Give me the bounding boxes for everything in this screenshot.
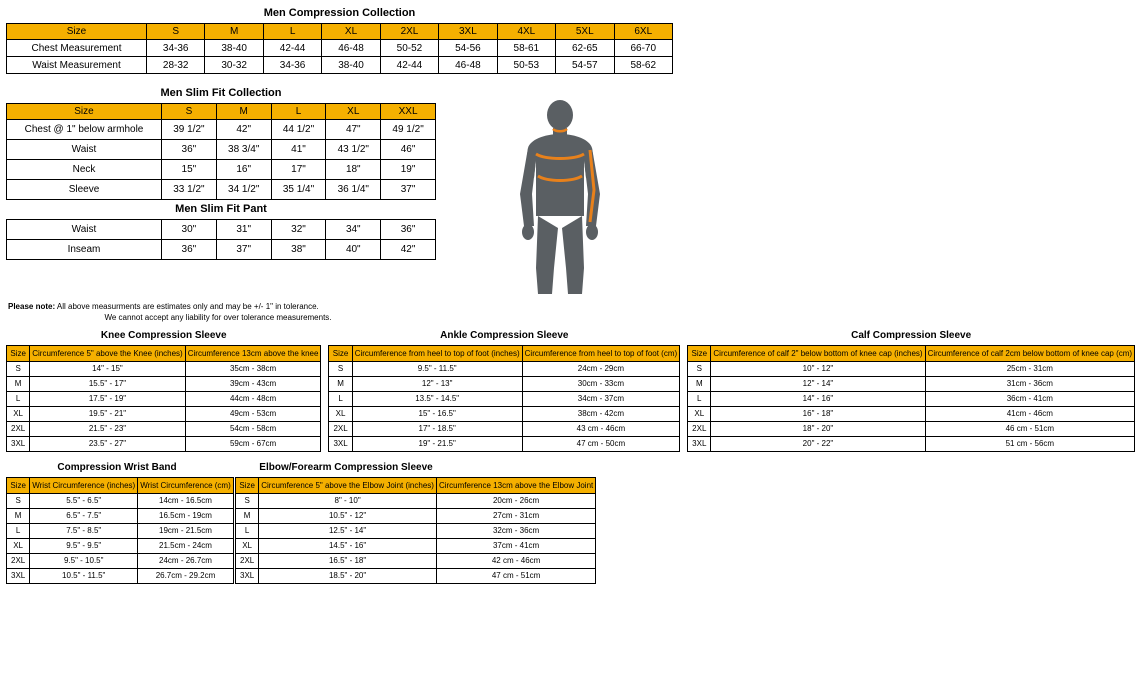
row-label: Waist — [7, 220, 162, 240]
table-row — [688, 406, 1135, 421]
table-row — [7, 508, 234, 523]
column-header: Size — [7, 24, 147, 40]
cell: 20cm - 26cm — [436, 493, 595, 508]
cell: 51 cm - 56cm — [925, 436, 1135, 451]
cell: 34-36 — [147, 40, 205, 57]
cell: 40" — [326, 240, 381, 260]
cell: 14.5" - 16" — [259, 538, 437, 553]
column-header: Size — [329, 345, 352, 361]
table-header-row — [236, 477, 596, 493]
wrist-band-table — [6, 477, 234, 584]
table-row — [7, 538, 234, 553]
cell: 3XL — [7, 436, 30, 451]
cell: 49 1/2" — [381, 120, 436, 140]
table-row — [7, 180, 436, 200]
table-row — [7, 391, 321, 406]
cell: M — [236, 508, 259, 523]
row-label: Neck — [7, 160, 162, 180]
cell: 16" — [216, 160, 271, 180]
cell: 47 cm - 50cm — [522, 436, 680, 451]
cell: 36" — [162, 140, 217, 160]
cell: S — [329, 361, 352, 376]
cell: 14" - 16" — [711, 391, 925, 406]
cell: 42-44 — [263, 40, 321, 57]
men-compression-table — [6, 23, 673, 74]
table-row — [236, 508, 596, 523]
cell: M — [7, 376, 30, 391]
cell: 46" — [381, 140, 436, 160]
cell: 41" — [271, 140, 326, 160]
cell: 38 3/4" — [216, 140, 271, 160]
table-row — [7, 57, 673, 74]
table-header-row — [7, 345, 321, 361]
column-header: Size — [7, 345, 30, 361]
cell: 37cm - 41cm — [436, 538, 595, 553]
cell: L — [329, 391, 352, 406]
cell: 42-44 — [380, 57, 438, 74]
cell: 41cm - 46cm — [925, 406, 1135, 421]
cell: 44cm - 48cm — [185, 391, 321, 406]
cell: 54-56 — [439, 40, 497, 57]
cell: 18.5" - 20" — [259, 568, 437, 583]
column-header: Circumference 5" above the Knee (inches) — [30, 345, 185, 361]
column-header: 6XL — [614, 24, 673, 40]
cell: 16.5cm - 19cm — [138, 508, 234, 523]
cell: 10" - 12" — [711, 361, 925, 376]
men-slim-fit-title: Men Slim Fit Collection — [160, 87, 282, 99]
cell: 9.5" - 9.5" — [30, 538, 138, 553]
cell: M — [688, 376, 711, 391]
cell: 15.5" - 17" — [30, 376, 185, 391]
cell: 18" - 20" — [711, 421, 925, 436]
note-line-1: All above measurments are estimates only and may be +/- 1" in tolerance. — [55, 302, 319, 311]
cell: XL — [236, 538, 259, 553]
cell: 31" — [216, 220, 271, 240]
cell: 8" - 10" — [259, 493, 437, 508]
cell: 35cm - 38cm — [185, 361, 321, 376]
cell: 3XL — [7, 568, 30, 583]
cell: 14" - 15" — [30, 361, 185, 376]
cell: 39cm - 43cm — [185, 376, 321, 391]
row-label: Sleeve — [7, 180, 162, 200]
table-row — [236, 523, 596, 538]
calf-sleeve-title: Calf Compression Sleeve — [851, 329, 972, 341]
calf-sleeve-table — [687, 345, 1135, 452]
cell: 36 1/4" — [326, 180, 381, 200]
cell: 5.5" - 6.5" — [30, 493, 138, 508]
cell: L — [7, 391, 30, 406]
cell: 43 1/2" — [326, 140, 381, 160]
table-row — [7, 436, 321, 451]
table-row — [236, 553, 596, 568]
ankle-sleeve-block — [328, 327, 680, 452]
cell: 49cm - 53cm — [185, 406, 321, 421]
table-row — [7, 240, 436, 260]
table-row — [329, 436, 680, 451]
column-header: Size — [236, 477, 259, 493]
cell: 54-57 — [556, 57, 614, 74]
cell: 3XL — [329, 436, 352, 451]
cell: 50-53 — [497, 57, 555, 74]
cell: 58-61 — [497, 40, 555, 57]
cell: 42" — [216, 120, 271, 140]
sleeve-tables-row-1 — [6, 327, 1133, 452]
ankle-sleeve-title: Ankle Compression Sleeve — [440, 329, 569, 341]
column-header: 3XL — [439, 24, 497, 40]
row-label: Chest Measurement — [7, 40, 147, 57]
cell: XL — [688, 406, 711, 421]
column-header: Size — [688, 345, 711, 361]
cell: 10.5" - 11.5" — [30, 568, 138, 583]
men-slim-pant-table — [6, 219, 436, 260]
cell: 54cm - 58cm — [185, 421, 321, 436]
table-row — [688, 376, 1135, 391]
column-header: XXL — [381, 104, 436, 120]
elbow-sleeve-title: Elbow/Forearm Compression Sleeve — [259, 461, 433, 473]
cell: 38-40 — [205, 40, 263, 57]
table-row — [7, 493, 234, 508]
table-row — [688, 361, 1135, 376]
cell: 19" - 21.5" — [352, 436, 522, 451]
knee-sleeve-table — [6, 345, 321, 452]
cell: 42 cm - 46cm — [436, 553, 595, 568]
column-header: Wrist Circumference (cm) — [138, 477, 234, 493]
table-header-row — [688, 345, 1135, 361]
column-header: XL — [326, 104, 381, 120]
table-header-row — [329, 345, 680, 361]
cell: 24cm - 29cm — [522, 361, 680, 376]
column-header: Circumference of calf 2" below bottom of knee cap (inches) — [711, 345, 925, 361]
cell: S — [7, 361, 30, 376]
cell: 66-70 — [614, 40, 673, 57]
cell: 50-52 — [380, 40, 438, 57]
cell: 47" — [326, 120, 381, 140]
cell: 58-62 — [614, 57, 673, 74]
cell: 38cm - 42cm — [522, 406, 680, 421]
table-row — [329, 421, 680, 436]
cell: 30-32 — [205, 57, 263, 74]
cell: 23.5" - 27" — [30, 436, 185, 451]
cell: 35 1/4" — [271, 180, 326, 200]
cell: 24cm - 26.7cm — [138, 553, 234, 568]
cell: 19.5" - 21" — [30, 406, 185, 421]
cell: S — [236, 493, 259, 508]
row-label: Waist Measurement — [7, 57, 147, 74]
cell: 32cm - 36cm — [436, 523, 595, 538]
cell: 7.5" - 8.5" — [30, 523, 138, 538]
cell: XL — [7, 538, 30, 553]
slim-fit-section — [6, 84, 673, 298]
cell: 18" — [326, 160, 381, 180]
cell: 36cm - 41cm — [925, 391, 1135, 406]
cell: XL — [329, 406, 352, 421]
cell: 36" — [381, 220, 436, 240]
table-row — [7, 523, 234, 538]
table-row — [236, 538, 596, 553]
cell: 17.5" - 19" — [30, 391, 185, 406]
cell: 39 1/2" — [162, 120, 217, 140]
cell: 16.5" - 18" — [259, 553, 437, 568]
wrist-band-title: Compression Wrist Band — [57, 461, 177, 473]
cell: 3XL — [688, 436, 711, 451]
disclaimer-note — [6, 298, 673, 327]
table-row — [329, 391, 680, 406]
men-slim-fit-table — [6, 103, 436, 200]
cell: 34" — [326, 220, 381, 240]
cell: 21.5cm - 24cm — [138, 538, 234, 553]
calf-sleeve-block — [687, 327, 1135, 452]
column-header: Size — [7, 477, 30, 493]
column-header: Size — [7, 104, 162, 120]
table-header-row — [7, 104, 436, 120]
cell: 30cm - 33cm — [522, 376, 680, 391]
column-header: 5XL — [556, 24, 614, 40]
table-row — [329, 361, 680, 376]
column-header: L — [263, 24, 321, 40]
column-header: Circumference of calf 2cm below bottom of knee cap (cm) — [925, 345, 1135, 361]
cell: 46 cm - 51cm — [925, 421, 1135, 436]
cell: 33 1/2" — [162, 180, 217, 200]
cell: 12" - 14" — [711, 376, 925, 391]
table-row — [688, 436, 1135, 451]
cell: 19cm - 21.5cm — [138, 523, 234, 538]
cell: 17" - 18.5" — [352, 421, 522, 436]
cell: L — [7, 523, 30, 538]
cell: 62-65 — [556, 40, 614, 57]
column-header: Circumference from heel to top of foot (cm) — [522, 345, 680, 361]
table-row — [236, 568, 596, 583]
cell: 20" - 22" — [711, 436, 925, 451]
elbow-sleeve-block — [235, 459, 594, 584]
cell: 10.5" - 12" — [259, 508, 437, 523]
row-label: Inseam — [7, 240, 162, 260]
cell: 12.5" - 14" — [259, 523, 437, 538]
cell: 38" — [271, 240, 326, 260]
cell: 34-36 — [263, 57, 321, 74]
cell: M — [7, 508, 30, 523]
cell: 46-48 — [439, 57, 497, 74]
cell: 15" - 16.5" — [352, 406, 522, 421]
cell: 59cm - 67cm — [185, 436, 321, 451]
cell: 28-32 — [147, 57, 205, 74]
cell: 21.5" - 23" — [30, 421, 185, 436]
cell: 42" — [381, 240, 436, 260]
cell: 6.5" - 7.5" — [30, 508, 138, 523]
cell: 34 1/2" — [216, 180, 271, 200]
cell: 31cm - 36cm — [925, 376, 1135, 391]
note-bold-prefix: Please note: — [8, 302, 56, 311]
column-header: XL — [322, 24, 380, 40]
table-row — [688, 391, 1135, 406]
table-row — [236, 493, 596, 508]
cell: 30" — [162, 220, 217, 240]
cell: 9.5" - 10.5" — [30, 553, 138, 568]
elbow-sleeve-table — [235, 477, 596, 584]
cell: 36" — [162, 240, 217, 260]
column-header: Circumference 5" above the Elbow Joint (inches) — [259, 477, 437, 493]
cell: 3XL — [236, 568, 259, 583]
cell: M — [329, 376, 352, 391]
wrist-band-block — [6, 459, 231, 584]
column-header: Circumference 13cm above the Elbow Joint — [436, 477, 595, 493]
male-body-diagram-icon — [490, 98, 630, 298]
column-header: S — [147, 24, 205, 40]
cell: 46-48 — [322, 40, 380, 57]
cell: 34cm - 37cm — [522, 391, 680, 406]
table-row — [7, 406, 321, 421]
cell: 13.5" - 14.5" — [352, 391, 522, 406]
table-header-row — [7, 24, 673, 40]
cell: 2XL — [329, 421, 352, 436]
note-line-2: We cannot accept any liability for over tolerance measurements. — [104, 312, 332, 322]
knee-sleeve-block — [6, 327, 321, 452]
cell: 43 cm - 46cm — [522, 421, 680, 436]
table-row — [7, 376, 321, 391]
table-row — [7, 120, 436, 140]
cell: 26.7cm - 29.2cm — [138, 568, 234, 583]
cell: 37" — [381, 180, 436, 200]
cell: 2XL — [688, 421, 711, 436]
table-row — [7, 40, 673, 57]
cell: S — [688, 361, 711, 376]
cell: 37" — [216, 240, 271, 260]
cell: 47 cm - 51cm — [436, 568, 595, 583]
cell: 9.5" - 11.5" — [352, 361, 522, 376]
body-diagram-container — [446, 84, 673, 298]
cell: 27cm - 31cm — [436, 508, 595, 523]
table-row — [7, 361, 321, 376]
table-row — [688, 421, 1135, 436]
cell: 2XL — [236, 553, 259, 568]
cell: 44 1/2" — [271, 120, 326, 140]
table-row — [7, 553, 234, 568]
cell: 32" — [271, 220, 326, 240]
knee-sleeve-title: Knee Compression Sleeve — [100, 329, 227, 341]
table-row — [7, 568, 234, 583]
cell: 17" — [271, 160, 326, 180]
cell: 16" - 18" — [711, 406, 925, 421]
ankle-sleeve-table — [328, 345, 680, 452]
table-row — [7, 160, 436, 180]
column-header: 2XL — [380, 24, 438, 40]
table-row — [7, 140, 436, 160]
column-header: Circumference from heel to top of foot (inches) — [352, 345, 522, 361]
sleeve-tables-row-2 — [6, 459, 673, 584]
men-compression-title: Men Compression Collection — [263, 7, 416, 19]
table-row — [329, 406, 680, 421]
column-header: 4XL — [497, 24, 555, 40]
cell: 19" — [381, 160, 436, 180]
cell: S — [7, 493, 30, 508]
column-header: M — [205, 24, 263, 40]
cell: XL — [7, 406, 30, 421]
column-header: Wrist Circumference (inches) — [30, 477, 138, 493]
men-slim-pant-title: Men Slim Fit Pant — [175, 203, 267, 215]
column-header: Circumference 13cm above the knee — [185, 345, 321, 361]
column-header: M — [216, 104, 271, 120]
column-header: L — [271, 104, 326, 120]
cell: 14cm - 16.5cm — [138, 493, 234, 508]
row-label: Waist — [7, 140, 162, 160]
table-header-row — [7, 477, 234, 493]
table-row — [329, 376, 680, 391]
cell: 15" — [162, 160, 217, 180]
column-header: S — [162, 104, 217, 120]
cell: 2XL — [7, 553, 30, 568]
cell: 2XL — [7, 421, 30, 436]
cell: 25cm - 31cm — [925, 361, 1135, 376]
table-row — [7, 220, 436, 240]
cell: L — [236, 523, 259, 538]
table-row — [7, 421, 321, 436]
cell: 38-40 — [322, 57, 380, 74]
cell: L — [688, 391, 711, 406]
row-label: Chest @ 1" below armhole — [7, 120, 162, 140]
cell: 12" - 13" — [352, 376, 522, 391]
